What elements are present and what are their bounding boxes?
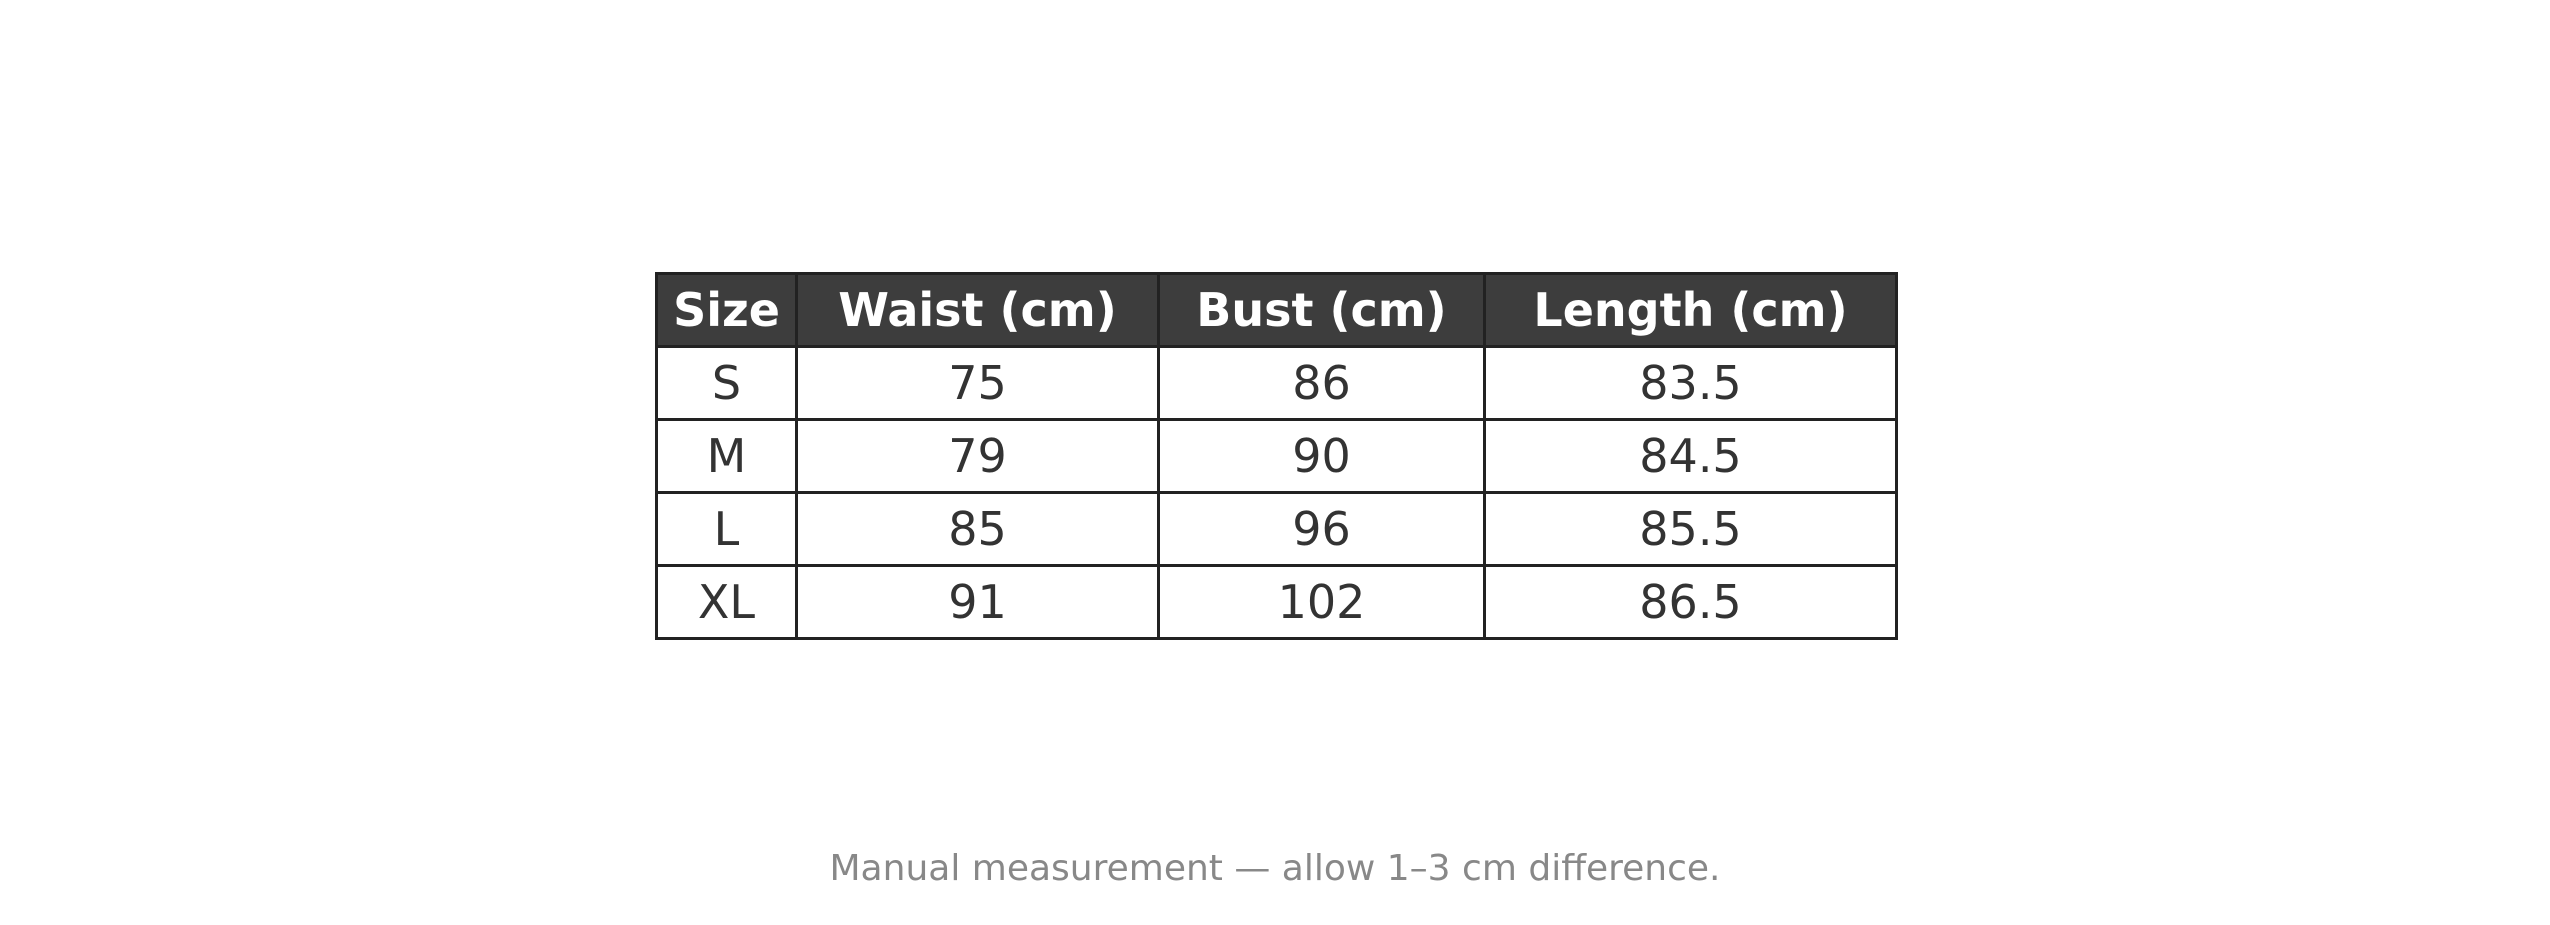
cell-size: M <box>657 420 797 493</box>
cell-bust: 90 <box>1159 420 1485 493</box>
cell-waist: 85 <box>797 493 1159 566</box>
cell-waist: 75 <box>797 347 1159 420</box>
cell-size: L <box>657 493 797 566</box>
cell-size: XL <box>657 566 797 639</box>
cell-waist: 91 <box>797 566 1159 639</box>
cell-length: 86.5 <box>1485 566 1897 639</box>
cell-bust: 102 <box>1159 566 1485 639</box>
column-header-waist: Waist (cm) <box>797 274 1159 347</box>
table-row-m <box>657 420 1897 493</box>
measurement-note: Manual measurement — allow 1–3 cm difference. <box>829 848 1721 889</box>
table-row-s <box>657 347 1897 420</box>
column-header-length: Length (cm) <box>1485 274 1897 347</box>
column-header-size: Size <box>657 274 797 347</box>
size-chart-header-row <box>657 274 1897 347</box>
cell-length: 83.5 <box>1485 347 1897 420</box>
cell-bust: 86 <box>1159 347 1485 420</box>
cell-waist: 79 <box>797 420 1159 493</box>
cell-size: S <box>657 347 797 420</box>
table-row-l <box>657 493 1897 566</box>
size-chart-table <box>655 272 1898 640</box>
table-row-xl <box>657 566 1897 639</box>
cell-bust: 96 <box>1159 493 1485 566</box>
cell-length: 85.5 <box>1485 493 1897 566</box>
cell-length: 84.5 <box>1485 420 1897 493</box>
column-header-bust: Bust (cm) <box>1159 274 1485 347</box>
